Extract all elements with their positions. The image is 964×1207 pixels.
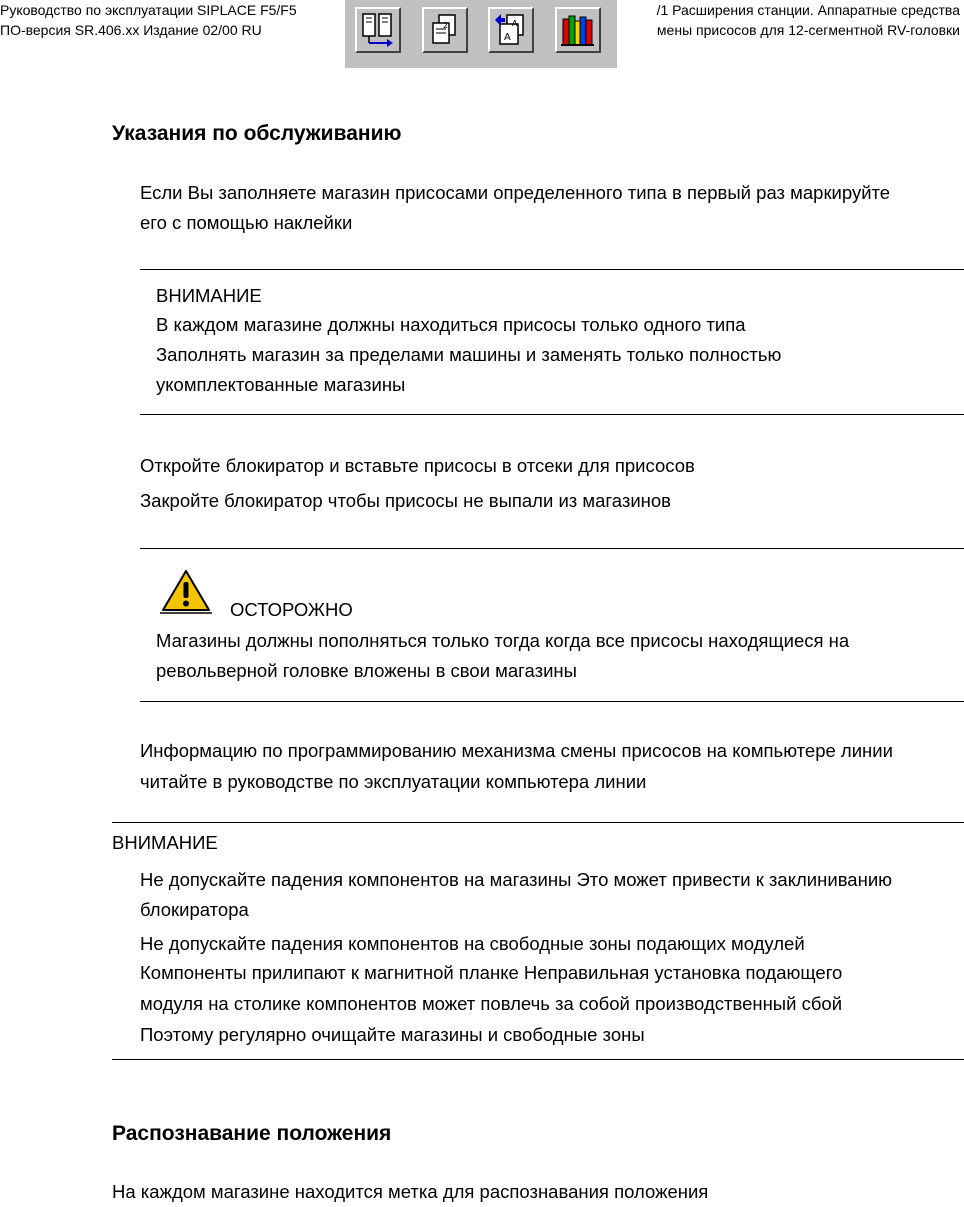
attention2-text-line5: модуля на столике компонентов может повлечь за собой производственный сбой <box>140 993 843 1014</box>
software-version: ПО-версия SR.406.xx Издание 02/00 RU <box>0 22 262 38</box>
section-heading-position-recognition: Распознавание положения <box>112 1122 392 1145</box>
attention2-text-line6: Поэтому регулярно очищайте магазины и свободные зоны <box>140 1024 645 1045</box>
info-text-line1: Информацию по программированию механизма смены присосов на компьютере линии <box>140 740 893 761</box>
svg-text:A: A <box>504 32 511 43</box>
divider <box>112 822 964 823</box>
header-right <box>657 0 960 40</box>
svg-text:2: 2 <box>443 21 449 30</box>
attention-title: ВНИМАНИЕ <box>156 285 262 306</box>
attention2-text-line2: блокиратора <box>140 899 249 920</box>
section-title: мены присосов для 12-сегментной RV-головки <box>656 22 960 38</box>
page-copy-button[interactable] <box>422 7 468 53</box>
warning-triangle-icon <box>160 568 212 614</box>
library-button[interactable] <box>555 7 601 53</box>
attention2-text-line3: Не допускайте падения компонентов на свободные зоны подающих модулей <box>140 933 805 954</box>
intro-text-line2: его с помощью наклейки <box>140 212 353 233</box>
attention2-text-line1: Не допускайте падения компонентов на магазины Это может привести к заклиниванию <box>140 869 893 890</box>
divider <box>140 548 964 549</box>
caution-title: ОСТОРОЖНО <box>230 599 353 620</box>
divider <box>112 1059 964 1060</box>
page-navigation-button[interactable] <box>355 7 401 53</box>
position-recognition-text: На каждом магазине находится метка для распознавания положения <box>112 1181 709 1202</box>
attention-text-line1: В каждом магазине должны находиться присосы только одного типа <box>156 314 746 335</box>
document-back-icon <box>490 9 532 51</box>
intro-text-line1: Если Вы заполняете магазин присосами определенного типа в первый раз маркируйте <box>140 182 891 203</box>
caution-text-line1: Магазины должны пополняться только тогда когда все присосы находящиеся на <box>156 630 850 651</box>
info-text-line2: читайте в руководстве по эксплуатации компьютера линии <box>140 771 647 792</box>
svg-text:A: A <box>512 19 518 28</box>
document-back-button[interactable] <box>488 7 534 53</box>
caution-text-line2: револьверной головке вложены в свои магазины <box>156 660 577 681</box>
step-open-blocker: Откройте блокиратор и вставьте присосы в отсеки для присосов <box>140 455 695 476</box>
header-left <box>0 0 297 40</box>
attention-text-line2: Заполнять магазин за пределами машины и заменять только полностью <box>156 344 782 365</box>
step-close-blocker: Закройте блокиратор чтобы присосы не выпали из магазинов <box>140 490 671 511</box>
page-copy-icon <box>424 9 466 51</box>
divider <box>140 701 964 702</box>
chapter-title: /1 Расширения станции. Аппаратные средства <box>656 2 960 18</box>
divider <box>140 414 964 415</box>
manual-title: Руководство по эксплуатации SIPLACE F5/F5 <box>0 2 297 18</box>
navigation-toolbar <box>345 0 617 68</box>
divider <box>140 269 964 270</box>
section-heading-maintenance: Указания по обслуживанию <box>112 122 402 145</box>
attention2-title: ВНИМАНИЕ <box>112 832 218 853</box>
attention-text-line3: укомплектованные магазины <box>156 374 406 395</box>
attention2-text-line4: Компоненты прилипают к магнитной планке Неправильная установка подающего <box>140 962 843 983</box>
library-books-icon <box>557 9 599 51</box>
page-navigation-icon <box>357 9 399 51</box>
